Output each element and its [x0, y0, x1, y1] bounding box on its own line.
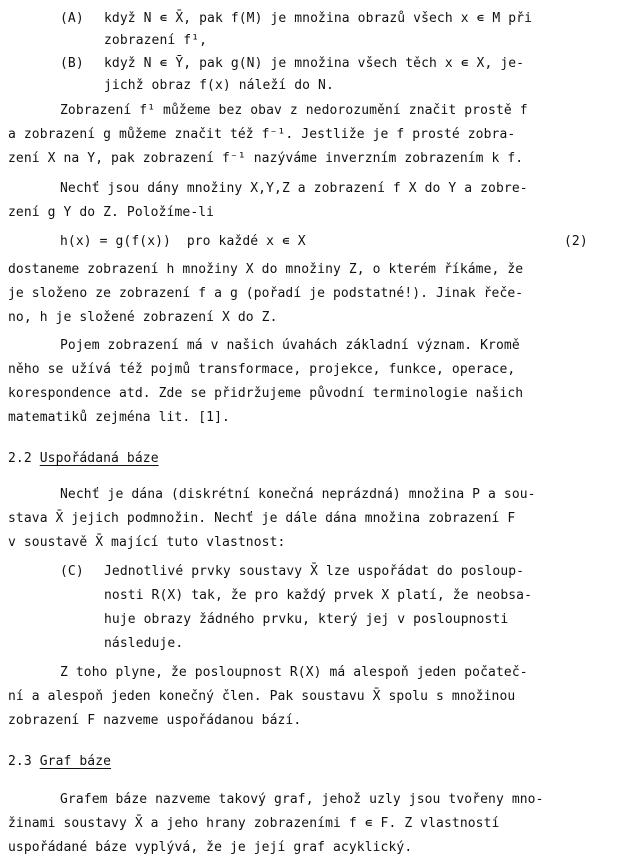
item-a-line-1: když N ∊ X̄, pak f(M) je množina obrazů všech x ∊ M při — [104, 11, 533, 26]
para6-line-3: zobrazení F nazveme uspořádanou bází. — [8, 713, 302, 728]
para2-line-2: zení g Y do Z. Položíme-li — [8, 205, 215, 220]
para3-line-1: dostaneme zobrazení h množiny X do množiny Z, o kterém říkáme, že — [8, 262, 524, 277]
para4-line-2: něho se užívá též pojmů transformace, projekce, funkce, operace, — [8, 362, 516, 377]
para5-line-3: v soustavě X̄ mající tuto vlastnost: — [8, 535, 286, 550]
item-b-label: (B) — [60, 56, 84, 71]
para5-line-2: stava X̄ jejich podmnožin. Nechť je dále dána množina zobrazení F — [8, 511, 516, 526]
item-c-label: (C) — [60, 564, 84, 579]
item-a-label: (A) — [60, 11, 84, 26]
para3-line-3: no, h je složené zobrazení X do Z. — [8, 310, 278, 325]
section-2-2-number: 2.2 — [8, 451, 32, 466]
para4-line-1: Pojem zobrazení má v našich úvahách základní význam. Kromě — [60, 338, 520, 353]
para6-line-1: Z toho plyne, že posloupnost R(X) má alespoň jeden počateč- — [60, 665, 528, 680]
section-2-3-title: Graf báze — [39, 754, 112, 769]
para1-line-2: a zobrazení g můžeme značit též f⁻¹. Jestliže je f prosté zobra- — [8, 127, 516, 142]
equation-number: (2) — [564, 234, 588, 249]
section-2-3-heading — [8, 752, 111, 772]
para4-line-3: korespondence atd. Zde se přidržujeme původní terminologie našich — [8, 386, 524, 401]
item-b-line-1: když N ∊ Ȳ, pak g(N) je množina všech těch x ∊ X, je- — [104, 56, 525, 71]
para1-line-3: zení X na Y, pak zobrazení f⁻¹ nazýváme inverzním zobrazením k f. — [8, 151, 524, 166]
para3-line-2: je složeno ze zobrazení f a g (pořadí je podstatné!). Jinak řeče- — [8, 286, 524, 301]
item-c-line-1: Jednotlivé prvky soustavy X̄ lze uspořádat do posloup- — [104, 564, 525, 579]
item-c-line-3: huje obrazy žádného prvku, který jej v posloupnosti — [104, 612, 509, 627]
para7-line-1: Grafem báze nazveme takový graf, jehož uzly jsou tvořeny mno- — [60, 792, 544, 807]
section-2-2-heading — [8, 449, 159, 469]
section-2-2-title: Uspořádaná báze — [39, 451, 159, 466]
item-c-line-2: nosti R(X) tak, že pro každý prvek X platí, že neobsa- — [104, 588, 533, 603]
para2-line-1: Nechť jsou dány množiny X,Y,Z a zobrazení f X do Y a zobre- — [60, 181, 528, 196]
para5-line-1: Nechť je dána (diskrétní konečná neprázdná) množina P a sou- — [60, 487, 536, 502]
para4-line-4: matematiků zejména lit. [1]. — [8, 410, 230, 425]
item-c-line-4: následuje. — [104, 636, 184, 651]
para6-line-2: ní a alespoň jeden konečný člen. Pak soustavu X̄ spolu s množinou — [8, 689, 516, 704]
para7-line-2: žinami soustavy X̄ a jeho hrany zobrazeními f ∊ F. Z vlastností — [8, 816, 500, 831]
para7-line-3: uspořádané báze vyplývá, že je její graf acyklický. — [8, 840, 413, 855]
para1-line-1: Zobrazení f¹ můžeme bez obav z nedorozumění značit prostě f — [60, 103, 528, 118]
item-a-line-2: zobrazení f¹, — [104, 33, 208, 48]
equation-text: h(x) = g(f(x)) pro každé x ∊ X — [60, 234, 306, 249]
item-b-line-2: jichž obraz f(x) náleží do N. — [104, 78, 334, 93]
section-2-3-number: 2.3 — [8, 754, 32, 769]
